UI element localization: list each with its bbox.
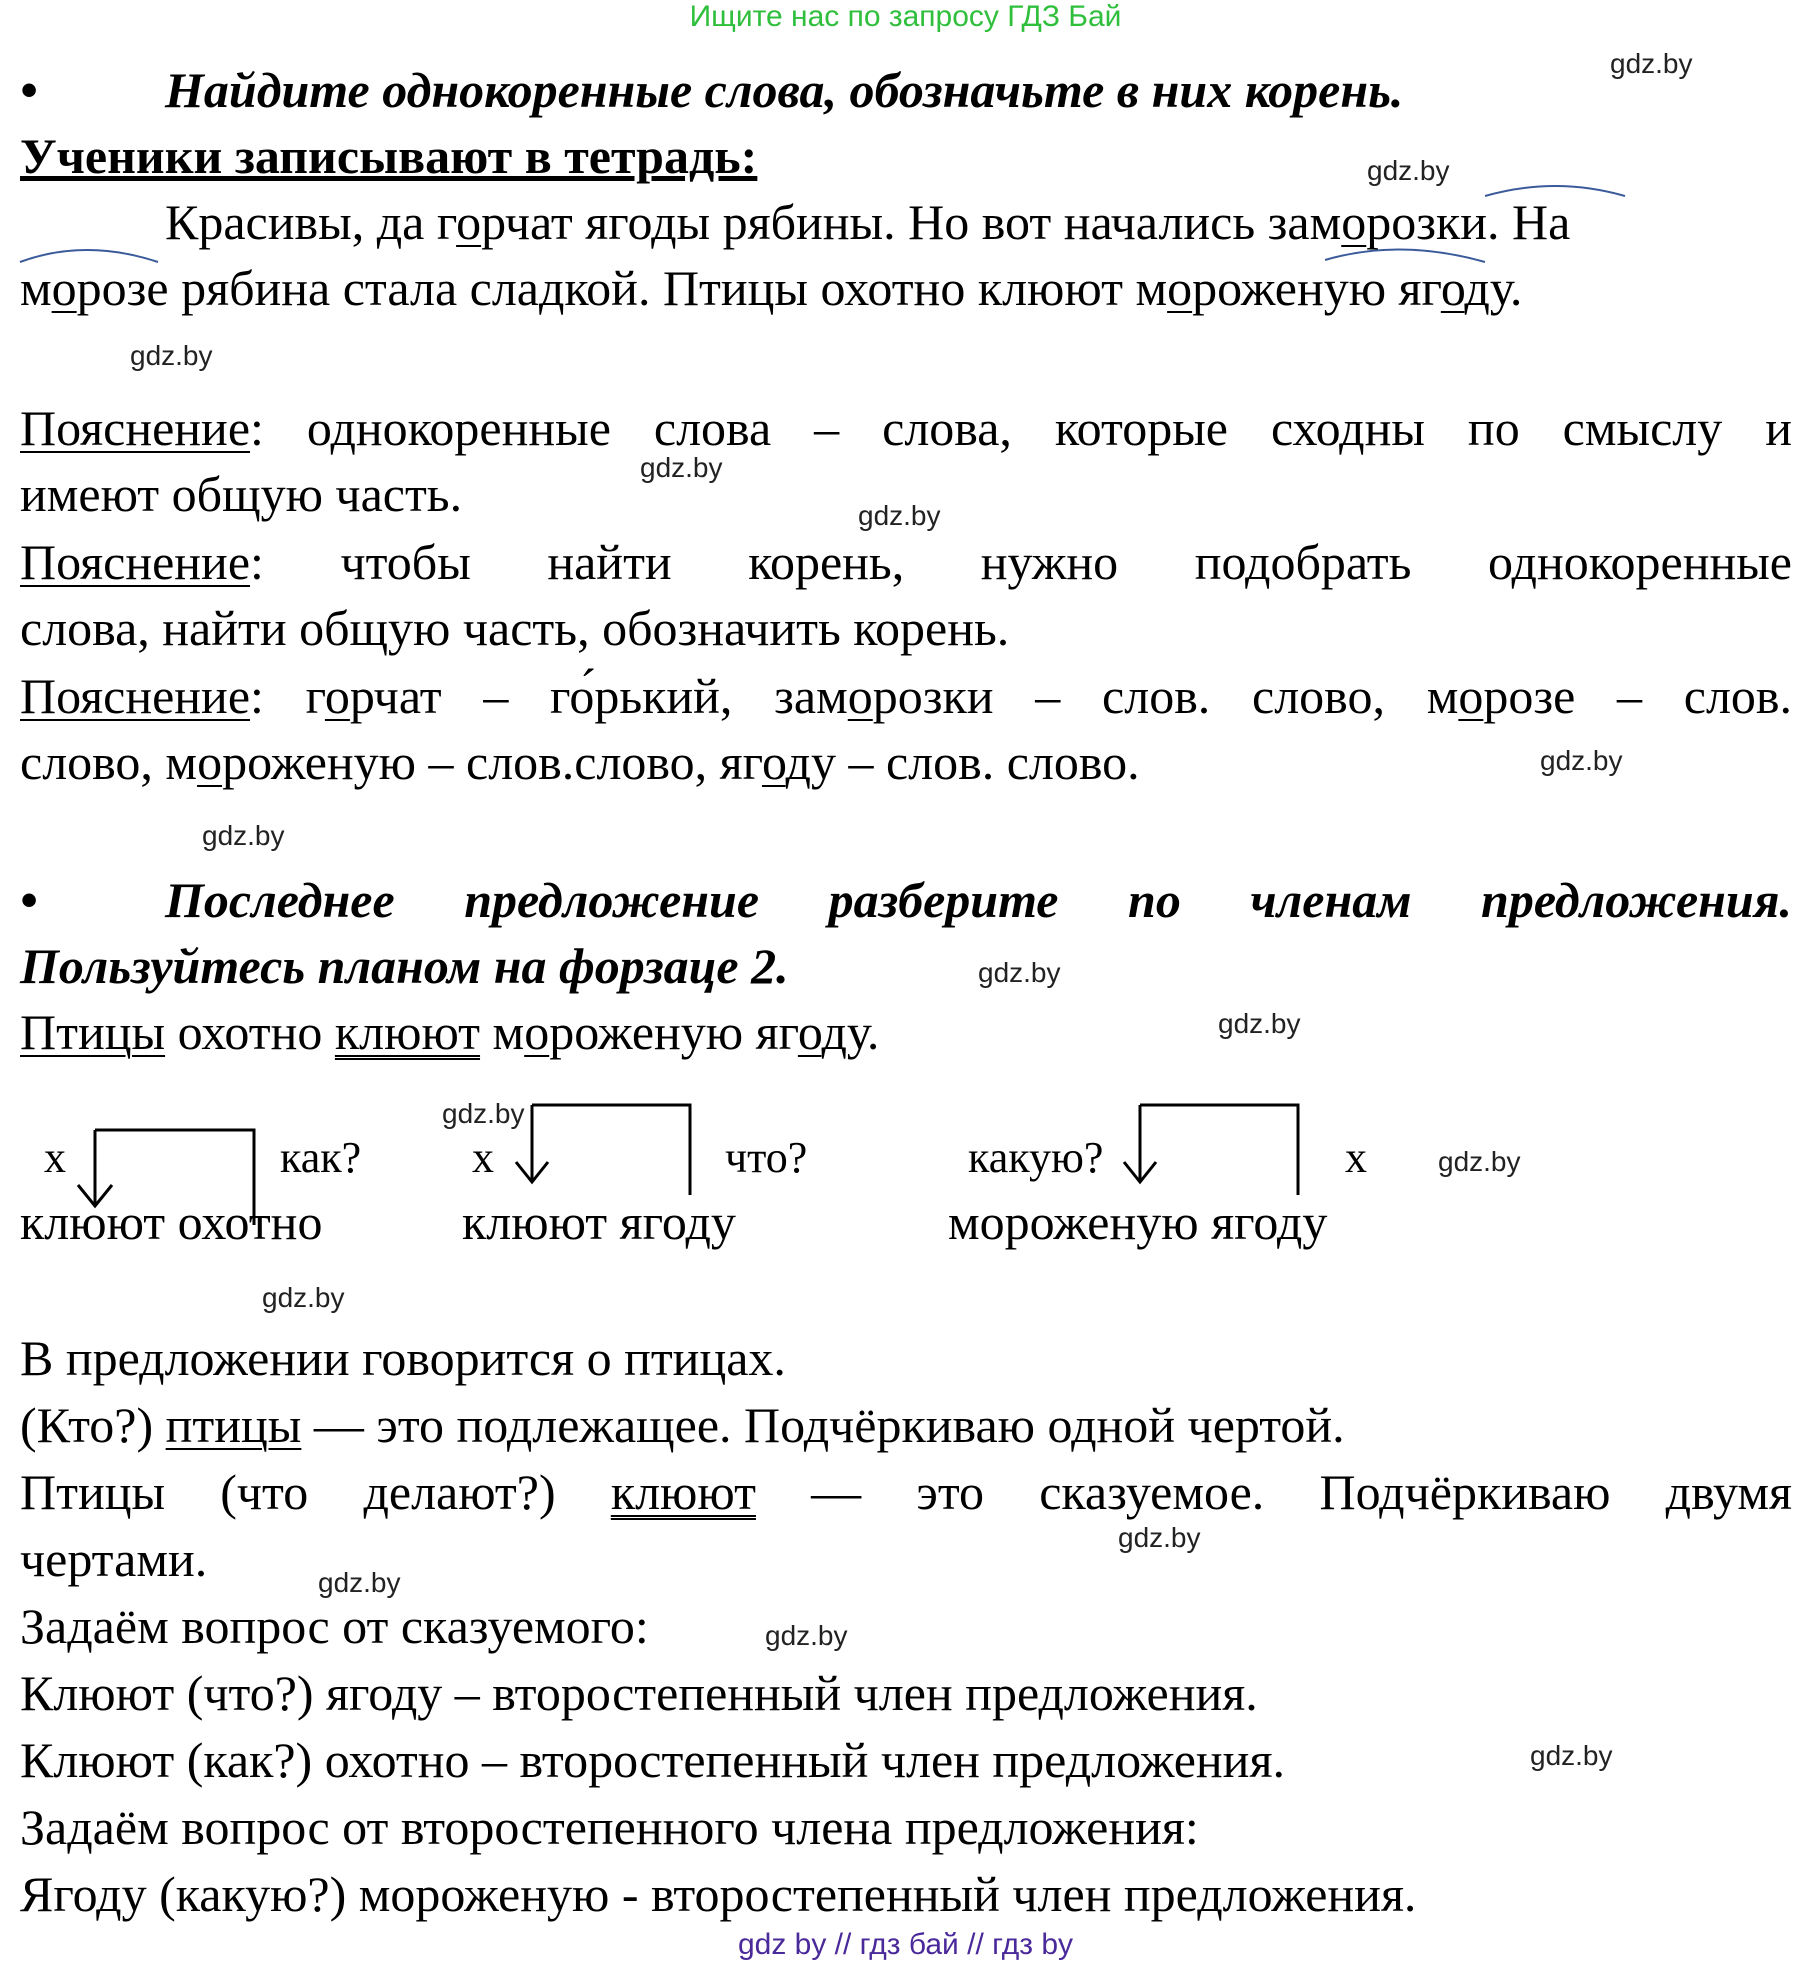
- question-label: какую?: [968, 1133, 1104, 1182]
- root-vowel: о: [51, 260, 77, 316]
- text: — это подлежащее. Подчёркиваю одной чертой.: [301, 1397, 1345, 1453]
- text: : г: [250, 668, 325, 724]
- text: (Кто?): [20, 1397, 166, 1453]
- root-vowel: о: [847, 668, 873, 724]
- root-vowel: о: [1167, 260, 1193, 316]
- mark-x: х: [472, 1133, 494, 1182]
- text: роженую – слов.слово, яг: [222, 734, 762, 790]
- root-vowel: о: [456, 194, 482, 250]
- bullet: •: [20, 62, 38, 118]
- watermark: gdz.by: [1118, 1522, 1201, 1553]
- mark-x: х: [44, 1133, 66, 1182]
- text: : однокоренные слова – слова, которые сходны по смыслу и: [250, 400, 1792, 456]
- question-label: как?: [280, 1133, 362, 1182]
- watermark: gdz.by: [1540, 745, 1623, 776]
- watermark: gdz.by: [1610, 48, 1693, 79]
- text: рчат – го́рький, зам: [349, 668, 848, 724]
- watermark: gdz.by: [1530, 1740, 1613, 1771]
- watermark: gdz.by: [442, 1098, 525, 1129]
- top-banner: Ищите нас по запросу ГДЗ Бай: [689, 0, 1122, 33]
- watermark: gdz.by: [978, 957, 1061, 988]
- bracket-1: [78, 1130, 254, 1225]
- analysis-line: В предложении говорится о птицах.: [20, 1330, 786, 1386]
- root-vowel: о: [1458, 668, 1484, 724]
- text: розки – слов. слово, м: [872, 668, 1459, 724]
- watermark: gdz.by: [130, 340, 213, 371]
- task2-text: Последнее предложение разберите по членам предложения.: [165, 872, 1792, 928]
- text: ду.: [1464, 260, 1523, 316]
- text: м: [492, 1004, 525, 1060]
- root-vowel: о: [761, 734, 786, 790]
- text: роженую яг: [549, 1004, 798, 1060]
- root-vowel: о: [197, 734, 223, 790]
- text: ду – слов. слово.: [785, 734, 1140, 790]
- predicate: клюют: [610, 1464, 756, 1520]
- predicate: клюют: [334, 1004, 481, 1060]
- text: м: [20, 260, 52, 316]
- watermark: gdz.by: [318, 1567, 401, 1598]
- watermark: gdz.by: [1218, 1008, 1301, 1039]
- task1-text: Найдите однокоренные слова, обозначьте в них корень.: [165, 62, 1404, 118]
- watermark: gdz.by: [640, 452, 723, 483]
- subject: Птицы: [20, 1004, 166, 1060]
- students-heading: Ученики записывают в тетрадь:: [20, 128, 758, 184]
- text: розе – слов.: [1483, 668, 1793, 724]
- analysis-line: чертами.: [20, 1531, 208, 1587]
- root-vowel: о: [797, 1004, 822, 1060]
- text: : чтобы найти корень, нужно подобрать однокоренные: [250, 534, 1792, 590]
- root-vowel: о: [524, 1004, 550, 1060]
- analysis-line: Задаём вопрос от второстепенного члена предложения:: [20, 1799, 1199, 1855]
- footer-links: gdz by // гдз бай // гдз by: [737, 1928, 1074, 1961]
- analysis-line: [20, 1460, 1792, 1524]
- watermark: gdz.by: [858, 500, 941, 531]
- text: слово, м: [20, 734, 198, 790]
- text: розе рябина стала сладкой. Птицы охотно клюют м: [76, 260, 1168, 316]
- root-vowel: о: [1341, 194, 1367, 250]
- analysis-line: Задаём вопрос от сказуемого:: [20, 1598, 649, 1654]
- watermark: gdz.by: [765, 1620, 848, 1651]
- word: охотно: [177, 1004, 323, 1060]
- mark-x: х: [1345, 1133, 1367, 1182]
- text: — это сказуемое. Подчёркиваю двумя: [755, 1464, 1792, 1520]
- analysis-line: Клюют (что?) ягоду – второстепенный член предложения.: [20, 1665, 1258, 1721]
- text: роженую яг: [1192, 260, 1441, 316]
- bracket-2: [516, 1105, 690, 1195]
- analysis-line: Клюют (как?) охотно – второстепенный член предложения.: [20, 1732, 1285, 1788]
- watermark: gdz.by: [262, 1282, 345, 1313]
- text: Птицы (что делают?): [20, 1464, 611, 1520]
- subject: птицы: [165, 1397, 302, 1453]
- text: ду.: [821, 1004, 880, 1060]
- bullet: •: [20, 872, 38, 928]
- bracket-3: [1124, 1105, 1298, 1195]
- text: Красивы, да г: [165, 194, 457, 250]
- watermark: gdz.by: [202, 820, 285, 851]
- analysis-line: Ягоду (какую?) мороженую - второстепенный член предложения.: [20, 1866, 1417, 1922]
- root-vowel: о: [1440, 260, 1465, 316]
- phrase-1: клюют охотно: [20, 1194, 323, 1250]
- phrase-2: клюют ягоду: [462, 1194, 736, 1250]
- explanation-label: Пояснение: [20, 668, 251, 724]
- root-vowel: о: [324, 668, 350, 724]
- task2-line-2: Пользуйтесь планом на форзаце 2.: [20, 938, 789, 994]
- text: розки. На: [1366, 194, 1571, 250]
- phrase-3: мороженую ягоду: [948, 1194, 1328, 1250]
- question-label: что?: [725, 1133, 808, 1182]
- watermark: gdz.by: [1367, 155, 1450, 186]
- explanation-label: Пояснение: [20, 400, 251, 456]
- analysis-line: [20, 1393, 1345, 1457]
- watermark: gdz.by: [1438, 1146, 1521, 1177]
- explanation-1-cont: имеют общую часть.: [20, 466, 463, 522]
- explanation-2-cont: слова, найти общую часть, обозначить корень.: [20, 600, 1010, 656]
- explanation-label: Пояснение: [20, 534, 251, 590]
- text: рчат ягоды рябины. Но вот начались зам: [481, 194, 1342, 250]
